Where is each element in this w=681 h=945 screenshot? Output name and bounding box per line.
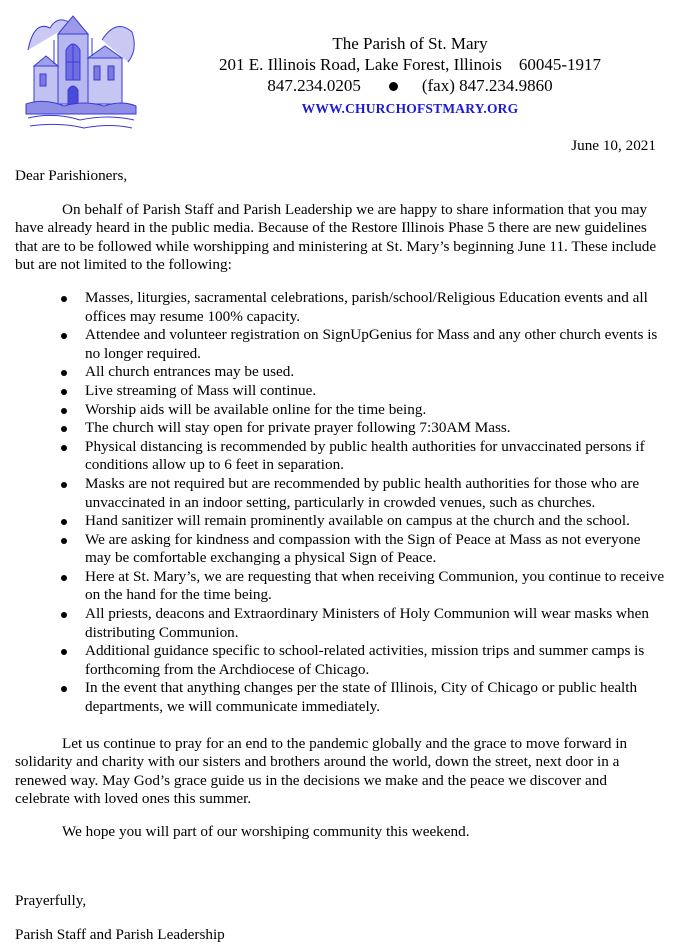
bullet-icon xyxy=(61,649,67,655)
list-item xyxy=(85,326,665,363)
bullet-icon xyxy=(61,333,67,339)
bullet-icon xyxy=(61,408,67,414)
list-item-text: Hand sanitizer will remain prominently available on campus at the church and the school. xyxy=(85,512,630,530)
list-item-text: The church will stay open for private prayer following 7:30AM Mass. xyxy=(85,419,511,437)
list-item xyxy=(85,642,665,679)
list-item-text: Worship aids will be available online for the time being. xyxy=(85,400,427,418)
bullet-icon xyxy=(61,612,67,618)
church-sketch-logo xyxy=(24,10,138,134)
list-item xyxy=(85,438,665,475)
contact-numbers xyxy=(195,75,625,96)
bullet-icon xyxy=(61,445,67,451)
letter-body xyxy=(15,167,665,945)
bullet-icon xyxy=(61,686,67,692)
list-item-text: Physical distancing is recommended by public health authorities for unvaccinated persons if conditions allow up to 6 feet in separation. xyxy=(85,437,645,474)
bullet-icon xyxy=(61,575,67,581)
bullet-icon xyxy=(61,296,67,302)
list-item xyxy=(85,605,665,642)
bullet-icon xyxy=(61,538,67,544)
list-item-text: Masses, liturgies, sacramental celebrations, parish/school/Religious Education events and all offices may resume 100% capacity. xyxy=(85,288,648,325)
bullet-icon xyxy=(61,426,67,432)
list-item xyxy=(85,363,665,382)
signature: Parish Staff and Parish Leadership xyxy=(15,926,225,944)
list-item xyxy=(85,289,665,326)
list-item xyxy=(85,679,665,716)
website-link[interactable]: WWW.CHURCHOFSTMARY.ORG xyxy=(301,101,519,116)
guidelines-list xyxy=(15,289,665,717)
bullet-icon xyxy=(61,519,67,525)
list-item-text: All priests, deacons and Extraordinary Ministers of Holy Communion will wear masks when distributing Communion. xyxy=(85,605,649,641)
salutation: Dear Parishioners, xyxy=(15,167,128,184)
list-item-text: Masks are not required but are recommended by public health authorities for those who are unvaccinated in an indoor setting, particularly in crowded venues, such as churches. xyxy=(85,474,640,511)
prayer-paragraph: Let us continue to pray for an end to the pandemic globally and the grace to move forward in solidarity and charity with our sisters and brothers around the world, down the street, next door in a renewed way. May God’s grace guide us in the decisions we make and the peace we discover and celebrate with loved ones this summer. xyxy=(15,734,628,808)
bullet-icon xyxy=(61,482,67,488)
letter-date: June 10, 2021 xyxy=(571,137,656,154)
list-item-text: Live streaming of Mass will continue. xyxy=(85,381,317,399)
intro-paragraph: On behalf of Parish Staff and Parish Leadership we are happy to share information that you may have already heard in the public media. Because of the Restore Illinois Phase 5 there are new guidelines that are to be followed while worshipping and ministering at St. Mary’s beginning June 11. These include but are not limited to the following: xyxy=(15,200,657,274)
list-item-text: All church entrances may be used. xyxy=(85,363,295,381)
phone-number: 847.234.0205 xyxy=(267,76,361,95)
bullet-separator-icon xyxy=(389,82,398,91)
list-item xyxy=(85,531,665,568)
parish-name: The Parish of St. Mary xyxy=(332,34,488,53)
list-item xyxy=(85,512,665,531)
list-item-text: Attendee and volunteer registration on SignUpGenius for Mass and any other church events is no longer required. xyxy=(85,326,658,362)
list-item-text: Here at St. Mary’s, we are requesting that when receiving Communion, you continue to receive on the hand for the time being. xyxy=(85,567,665,604)
list-item xyxy=(85,475,665,512)
letterhead xyxy=(195,33,625,119)
list-item-text: Additional guidance specific to school-related activities, mission trips and summer camps is forthcoming from the Archdiocese of Chicago. xyxy=(85,642,645,678)
list-item xyxy=(85,401,665,420)
list-item xyxy=(85,568,665,605)
list-item xyxy=(85,382,665,401)
closing: Prayerfully, xyxy=(15,891,87,909)
parish-address: 201 E. Illinois Road, Lake Forest, Illinois 60045-1917 xyxy=(219,55,601,74)
list-item-text: We are asking for kindness and compassion with the Sign of Peace at Mass as not everyone may be comfortable exchanging a physical Sign of Peace. xyxy=(85,530,641,567)
hope-paragraph: We hope you will part of our worshiping community this weekend. xyxy=(62,823,470,840)
bullet-icon xyxy=(61,389,67,395)
fax-number: (fax) 847.234.9860 xyxy=(421,76,553,95)
list-item xyxy=(85,419,665,438)
bullet-icon xyxy=(61,370,67,376)
list-item-text: In the event that anything changes per the state of Illinois, City of Chicago or public health departments, we will communicate immediately. xyxy=(85,679,638,716)
